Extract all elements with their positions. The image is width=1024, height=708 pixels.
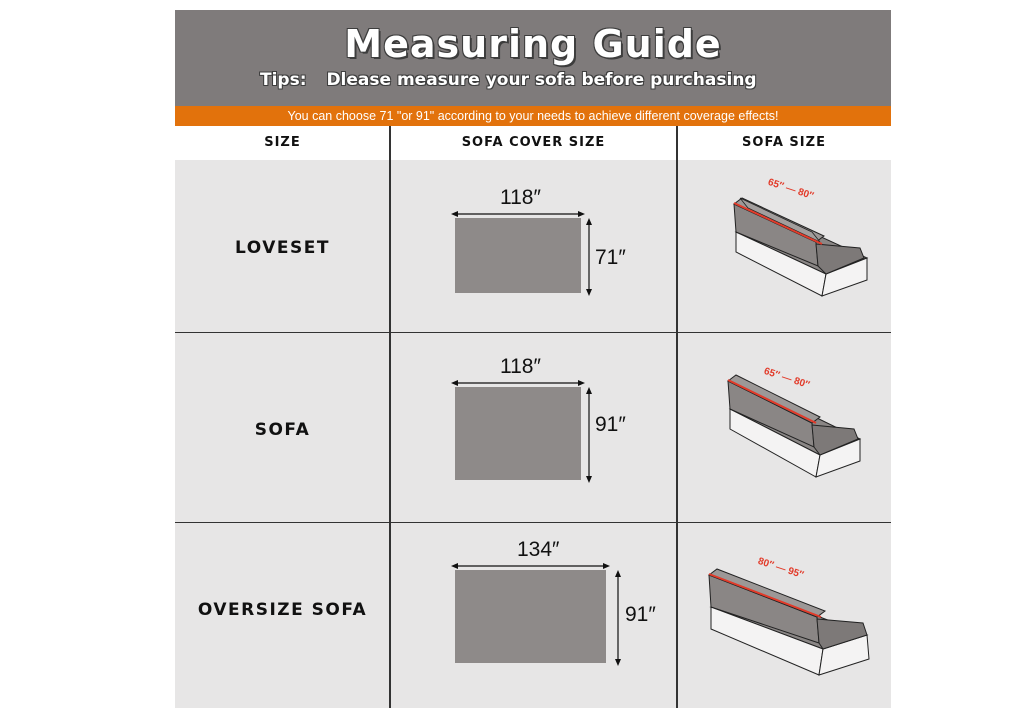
row-label: LOVESET — [235, 238, 330, 258]
column-header-sofa-size: SOFA SIZE — [677, 126, 891, 161]
table-row-loveset — [175, 160, 891, 333]
oversize-sofa-illustration — [705, 565, 875, 690]
loveseat-illustration — [720, 186, 870, 298]
cover-rectangle — [455, 570, 606, 663]
tips-line — [260, 70, 757, 90]
column-divider — [389, 126, 391, 708]
cover-width-label: 118″ — [500, 355, 541, 378]
column-divider — [676, 126, 678, 708]
sofa-range-label: 80″ — 95″ — [756, 555, 805, 582]
size-table — [175, 126, 891, 708]
cover-height-label: 71″ — [595, 246, 626, 269]
table-row-sofa — [175, 333, 891, 523]
page-title: Measuring Guide — [344, 22, 722, 66]
cover-height-label: 91″ — [595, 413, 626, 436]
measuring-guide — [175, 10, 891, 708]
row-label: OVERSIZE SOFA — [197, 600, 368, 620]
header — [175, 10, 891, 106]
column-header-size: SIZE — [175, 126, 390, 161]
table-row-oversize-sofa — [175, 523, 891, 708]
cover-rectangle — [455, 387, 581, 480]
row-label: SOFA — [254, 420, 311, 440]
sofa-range-label: 65″ — 80″ — [766, 176, 815, 203]
height-arrow — [583, 218, 595, 296]
coverage-banner: You can choose 71 "or 91" according to your needs to achieve different coverage effects! — [175, 106, 891, 126]
sofa-range-label: 65″ — 80″ — [762, 365, 811, 392]
height-arrow — [583, 387, 595, 483]
column-header-cover-size: SOFA COVER SIZE — [390, 126, 677, 161]
height-arrow — [612, 570, 624, 666]
cover-width-label: 118″ — [500, 186, 541, 209]
tips-label: Tips: — [260, 70, 307, 90]
cover-width-label: 134″ — [517, 538, 560, 561]
cover-height-label: 91″ — [625, 603, 656, 626]
cover-rectangle — [455, 218, 581, 293]
tips-text: Dlease measure your sofa before purchasing — [326, 70, 757, 90]
sofa-illustration — [720, 373, 870, 485]
